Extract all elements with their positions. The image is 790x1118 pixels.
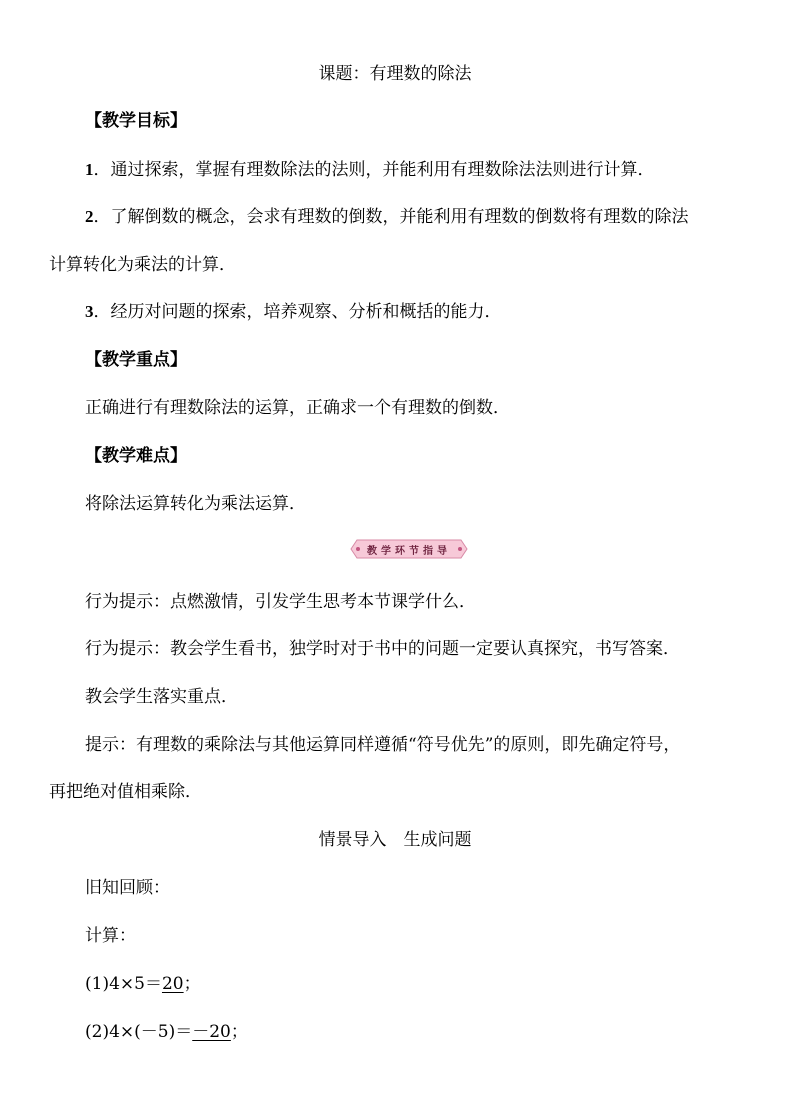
objective-2-text: ．了解倒数的概念，会求有理数的倒数，并能利用有理数的倒数将有理数的除法 — [93, 207, 689, 227]
keypoints-text: 正确进行有理数除法的运算，正确求一个有理数的倒数． — [85, 398, 510, 418]
banner-label: 教学环节指导 — [367, 545, 451, 557]
objective-2-continuation: 计算转化为乘法的计算． — [49, 255, 236, 275]
objective-2-number: 2 — [85, 207, 94, 226]
calc-label: 计算： — [85, 926, 136, 946]
calc-item-2-answer: －20 — [192, 1022, 231, 1042]
guidance-line-3: 教会学生落实重点． — [85, 687, 238, 707]
calc-item-1-expression: (1)4×5＝ — [85, 974, 162, 994]
objectives-heading: 【教学目标】 — [85, 111, 187, 131]
page-title: 课题：有理数的除法 — [318, 64, 472, 84]
keypoints-heading: 【教学重点】 — [85, 350, 187, 370]
objective-3 — [85, 300, 502, 324]
guidance-line-1: 行为提示：点燃激情，引发学生思考本节课学什么． — [85, 592, 476, 612]
calc-item-2-end: ； — [230, 1022, 248, 1042]
calc-item-1-answer: 20 — [161, 974, 184, 994]
guidance-line-4: 提示：有理数的乘除法与其他运算同样遵循“符号优先”的原则，即先确定符号， — [85, 735, 681, 755]
teaching-guide-banner — [349, 538, 469, 560]
objective-3-number: 3 — [85, 302, 94, 321]
review-heading: 旧知回顾： — [85, 878, 170, 898]
objective-1 — [85, 158, 655, 182]
calc-item-2-expression: (2)4×(－5)＝ — [85, 1022, 193, 1042]
objective-1-number: 1 — [85, 160, 94, 179]
difficulties-heading: 【教学难点】 — [85, 446, 187, 466]
guidance-line-4-continuation: 再把绝对值相乘除． — [49, 782, 202, 802]
guidance-line-2: 行为提示：教会学生看书，独学时对于书中的问题一定要认真探究，书写答案． — [85, 639, 680, 659]
calc-item-1-end: ； — [183, 974, 201, 994]
section-title: 情景导入 生成问题 — [318, 830, 472, 850]
objective-2 — [85, 205, 689, 229]
objective-1-text: ．通过探索，掌握有理数除法的法则，并能利用有理数除法法则进行计算． — [93, 160, 655, 180]
difficulties-text: 将除法运算转化为乘法运算． — [85, 494, 306, 514]
objective-3-text: ．经历对问题的探索，培养观察、分析和概括的能力． — [93, 302, 502, 322]
calc-item-2 — [85, 1020, 248, 1044]
calc-item-1 — [85, 972, 201, 996]
